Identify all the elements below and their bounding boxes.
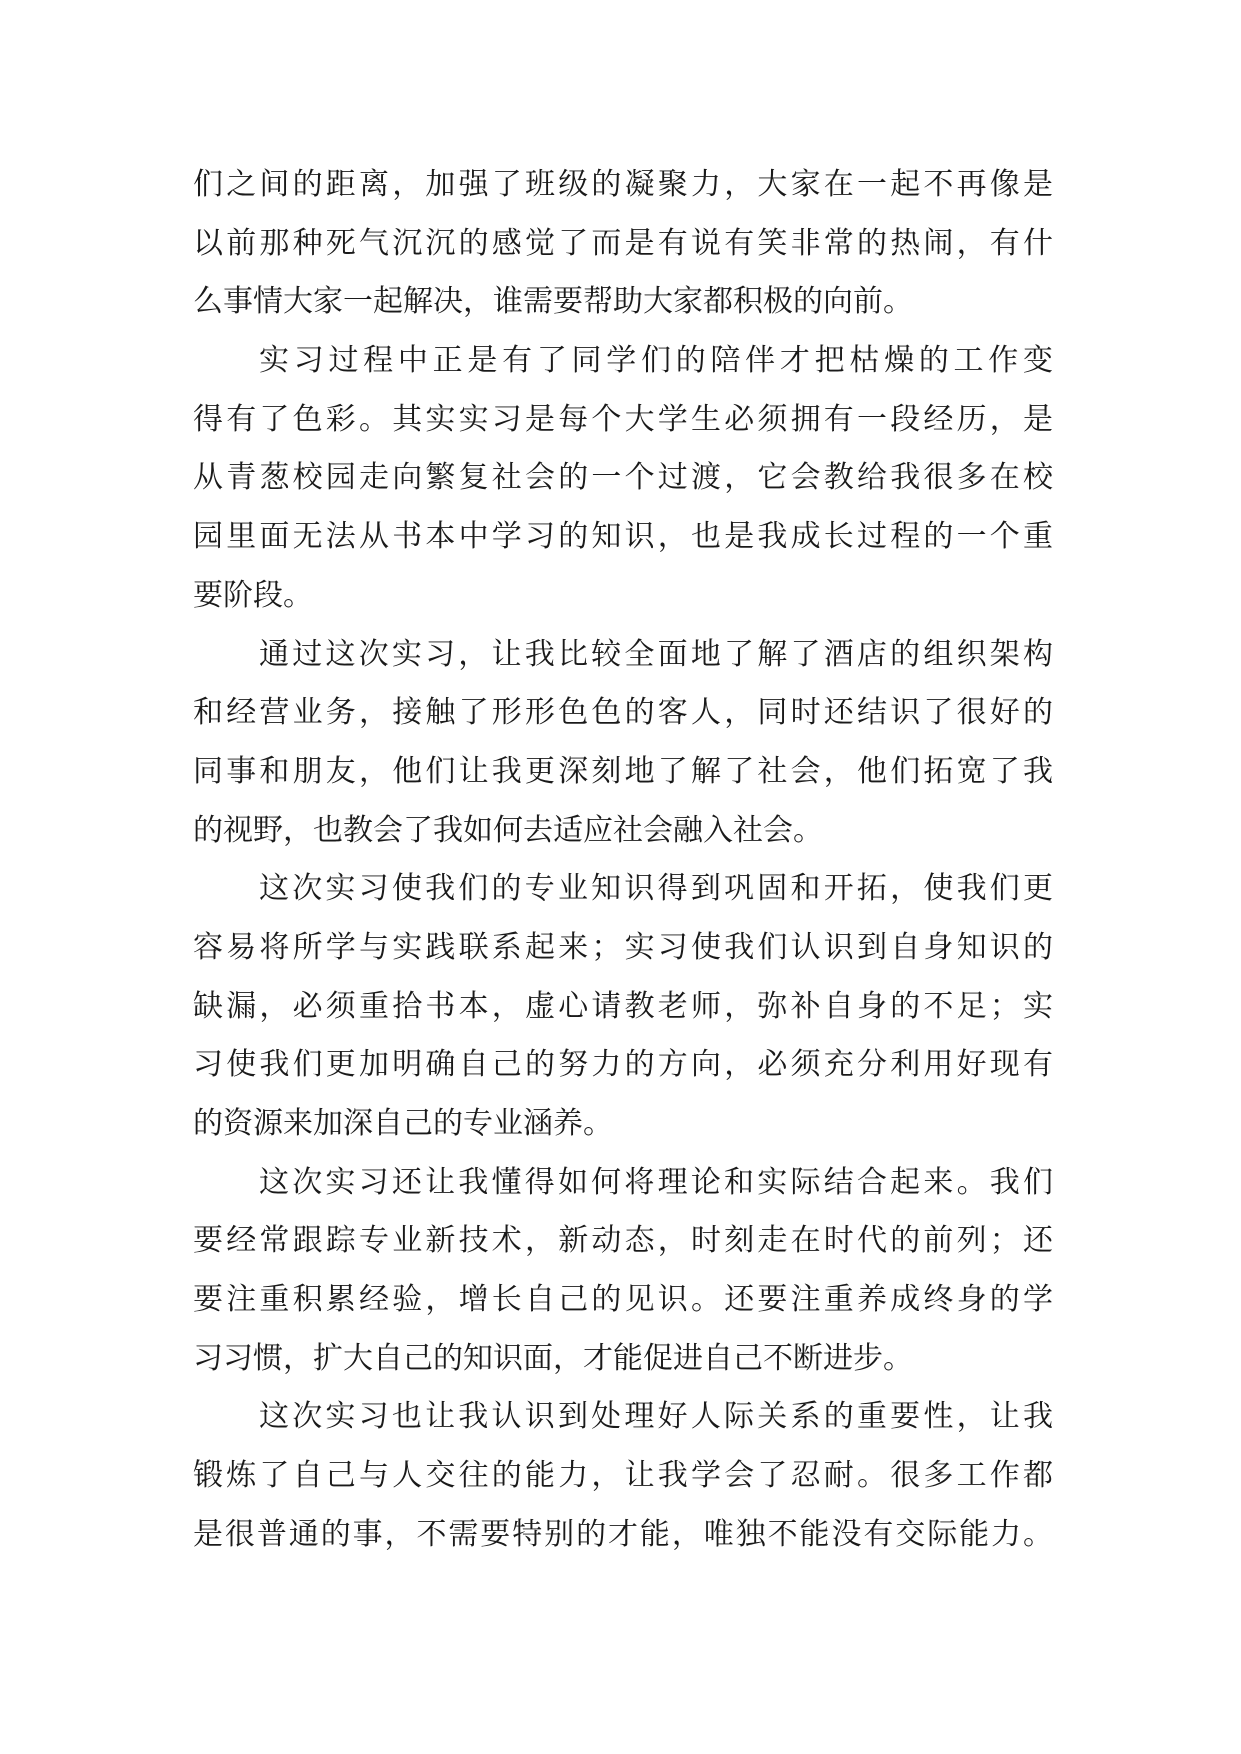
paragraph [193, 156, 1053, 332]
text-line: 以前那种死气沉沉的感觉了而是有说有笑非常的热闹，有什 [193, 225, 1053, 261]
paragraph [193, 860, 1053, 1153]
text-line: 的资源来加深自己的专业涵养。 [193, 1106, 613, 1141]
document-body [193, 156, 1053, 1565]
text-line: 么事情大家一起解决，谁需要帮助大家都积极的向前。 [193, 284, 913, 320]
text-line: 锻炼了自己与人交往的能力，让我学会了忍耐。很多工作都 [193, 1458, 1053, 1494]
text-line: 习使我们更加明确自己的努力的方向，必须充分利用好现有 [193, 1047, 1053, 1083]
text-line: 这次实习还让我懂得如何将理论和实际结合起来。我们 [259, 1164, 1053, 1200]
text-line: 从青葱校园走向繁复社会的一个过渡，它会教给我很多在校 [193, 460, 1053, 496]
text-line: 们之间的距离，加强了班级的凝聚力，大家在一起不再像是 [193, 167, 1053, 202]
text-line: 园里面无法从书本中学习的知识，也是我成长过程的一个重 [193, 519, 1053, 555]
paragraph [193, 626, 1053, 861]
paragraph [193, 1388, 1053, 1564]
text-line: 习习惯，扩大自己的知识面，才能促进自己不断进步。 [193, 1340, 913, 1376]
text-line: 同事和朋友，他们让我更深刻地了解了社会，他们拓宽了我 [193, 753, 1053, 789]
text-line: 的视野，也教会了我如何去适应社会融入社会。 [193, 812, 823, 848]
text-line: 要阶段。 [193, 577, 313, 613]
text-line: 这次实习也让我认识到处理好人际关系的重要性，让我 [259, 1399, 1053, 1435]
text-line: 和经营业务，接触了形形色色的客人，同时还结识了很好的 [193, 695, 1053, 731]
text-line: 这次实习使我们的专业知识得到巩固和开拓，使我们更 [259, 871, 1053, 907]
paragraph [193, 332, 1053, 625]
paragraph [193, 1154, 1053, 1389]
text-line: 容易将所学与实践联系起来；实习使我们认识到自身知识的 [193, 929, 1053, 965]
text-line: 缺漏，必须重拾书本，虚心请教老师，弥补自身的不足；实 [193, 988, 1053, 1024]
text-line: 要经常跟踪专业新技术，新动态，时刻走在时代的前列；还 [193, 1223, 1053, 1259]
text-line: 是很普通的事，不需要特别的才能，唯独不能没有交际能力。 [193, 1516, 1053, 1552]
text-line: 要注重积累经验，增长自己的见识。还要注重养成终身的学 [193, 1282, 1053, 1318]
text-line: 得有了色彩。其实实习是每个大学生必须拥有一段经历，是 [193, 401, 1053, 437]
text-line: 通过这次实习，让我比较全面地了解了酒店的组织架构 [259, 636, 1053, 672]
text-line: 实习过程中正是有了同学们的陪伴才把枯燥的工作变 [259, 343, 1053, 379]
